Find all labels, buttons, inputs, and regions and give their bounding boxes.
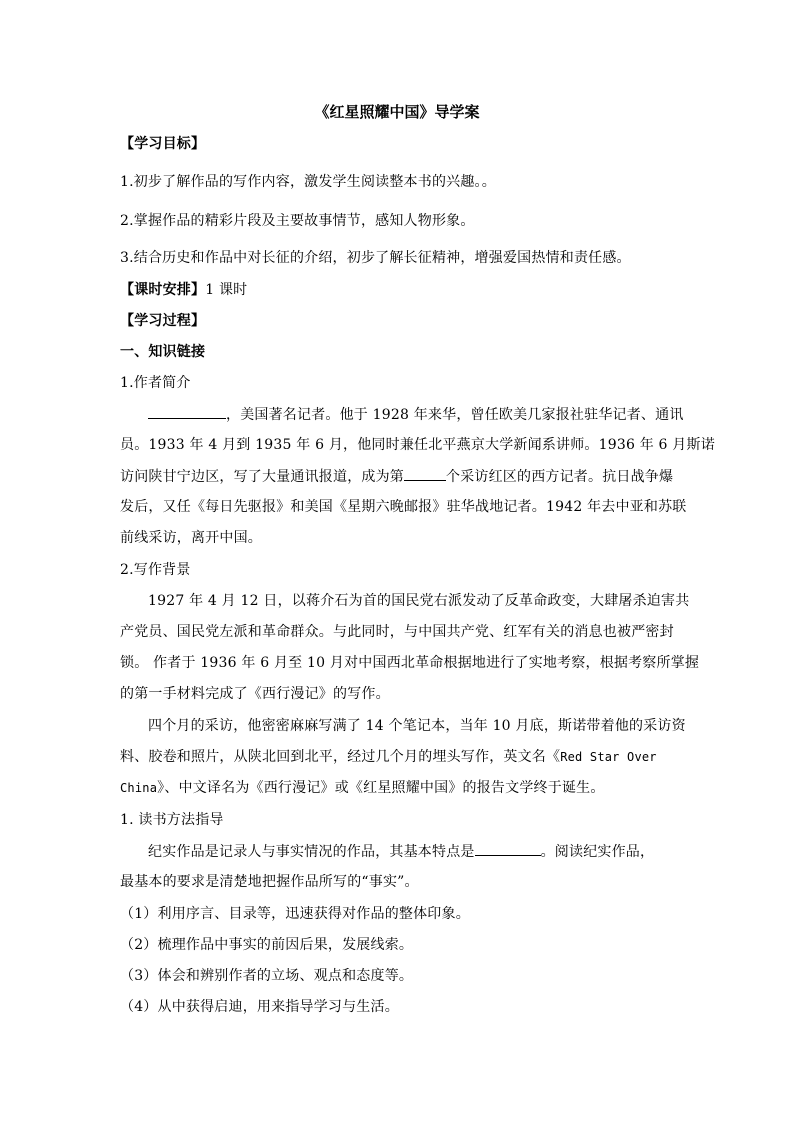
goals-heading: 【学习目标】 [120, 136, 206, 152]
method-text: 纪实作品是记录人与事实情况的作品，其基本特点是 [148, 844, 475, 860]
schedule-line [120, 280, 247, 300]
author-paragraph-line: 前线采访，离开中国。 [120, 530, 262, 546]
author-paragraph-line [148, 404, 684, 425]
author-text: 个采访红区的西方记者。抗日战争爆 [446, 469, 674, 485]
author-paragraph-line [120, 466, 673, 487]
background-paragraph-line [120, 747, 657, 767]
background-text: 》、中文译名为《西行漫记》或《红星照耀中国》的报告文学终于诞生。 [157, 780, 605, 796]
feature-blank[interactable] [475, 841, 541, 856]
author-text: ，美国著名记者。他于 1928 年来华，曾任欧美几家报社驻华记者、通讯 [226, 407, 684, 423]
english-title-part: China [120, 781, 158, 795]
schedule-heading: 【课时安排】 [120, 282, 206, 298]
method-paragraph-line: 最基本的要求是清楚地把握作品所写的“事实”。 [120, 874, 419, 890]
background-paragraph-line [120, 778, 605, 798]
method-heading: 1. 读书方法指导 [120, 812, 224, 828]
document-title: 《红星照耀中国》导学案 [314, 103, 480, 121]
method-item-2: （2）梳理作品中事实的前因后果，发展线索。 [120, 937, 414, 953]
author-text: 访问陕甘宁边区，写了大量通讯报道，成为第 [120, 469, 404, 485]
goal-2: 2.掌握作品的精彩片段及主要故事情节，感知人物形象。 [120, 213, 475, 229]
background-heading: 2.写作背景 [120, 562, 191, 578]
background-paragraph-line: 1927 年 4 月 12 日，以蒋介石为首的国民党右派发动了反革命政变，大肆屠杀迫害共 [148, 593, 690, 609]
ordinal-blank[interactable] [404, 466, 446, 481]
author-name-blank[interactable] [148, 404, 226, 419]
background-paragraph-line: 的第一手材料完成了《西行漫记》的写作。 [120, 686, 390, 702]
background-paragraph-line: 四个月的采访，他密密麻麻写满了 14 个笔记本，当年 10 月底，斯诺带着他的采访资 [148, 718, 686, 734]
english-title-part: Red Star Over [560, 750, 657, 764]
background-paragraph-line: 产党员、国民党左派和革命群众。与此同时，与中国共产党、红军有关的消息也被严密封 [120, 624, 674, 640]
background-text: 料、胶卷和照片，从陕北回到北平，经过几个月的埋头写作，英文名《 [120, 749, 561, 765]
goal-3: 3.结合历史和作品中对长征的介绍，初步了解长征精神，增强爱国热情和责任感。 [120, 250, 631, 266]
author-heading: 1.作者简介 [120, 375, 191, 391]
method-text: 。阅读纪实作品， [540, 844, 655, 860]
method-paragraph-line [148, 841, 654, 862]
background-paragraph-line: 锁。 作者于 1936 年 6 月至 10 月对中国西北革命根据地进行了实地考察，根据考察所掌握 [120, 655, 700, 671]
goal-1: 1.初步了解作品的写作内容，激发学生阅读整本书的兴趣。。 [120, 174, 496, 190]
method-item-4: （4）从中获得启迪，用来指导学习与生活。 [120, 999, 399, 1015]
author-paragraph-line: 发后，又任《每日先驱报》和美国《星期六晚邮报》驻华战地记者。1942 年去中亚和苏联 [120, 499, 687, 515]
part1-heading: 一、知识链接 [120, 344, 206, 360]
author-paragraph-line: 员。1933 年 4 月到 1935 年 6 月，他同时兼任北平燕京大学新闻系讲师。1936 年 6 月斯诺 [120, 437, 715, 453]
process-heading: 【学习过程】 [120, 313, 206, 329]
method-item-3: （3）体会和辨别作者的立场、观点和态度等。 [120, 968, 414, 984]
method-item-1: （1）利用序言、目录等，迅速获得对作品的整体印象。 [120, 906, 470, 922]
schedule-value: 1 课时 [205, 282, 248, 298]
